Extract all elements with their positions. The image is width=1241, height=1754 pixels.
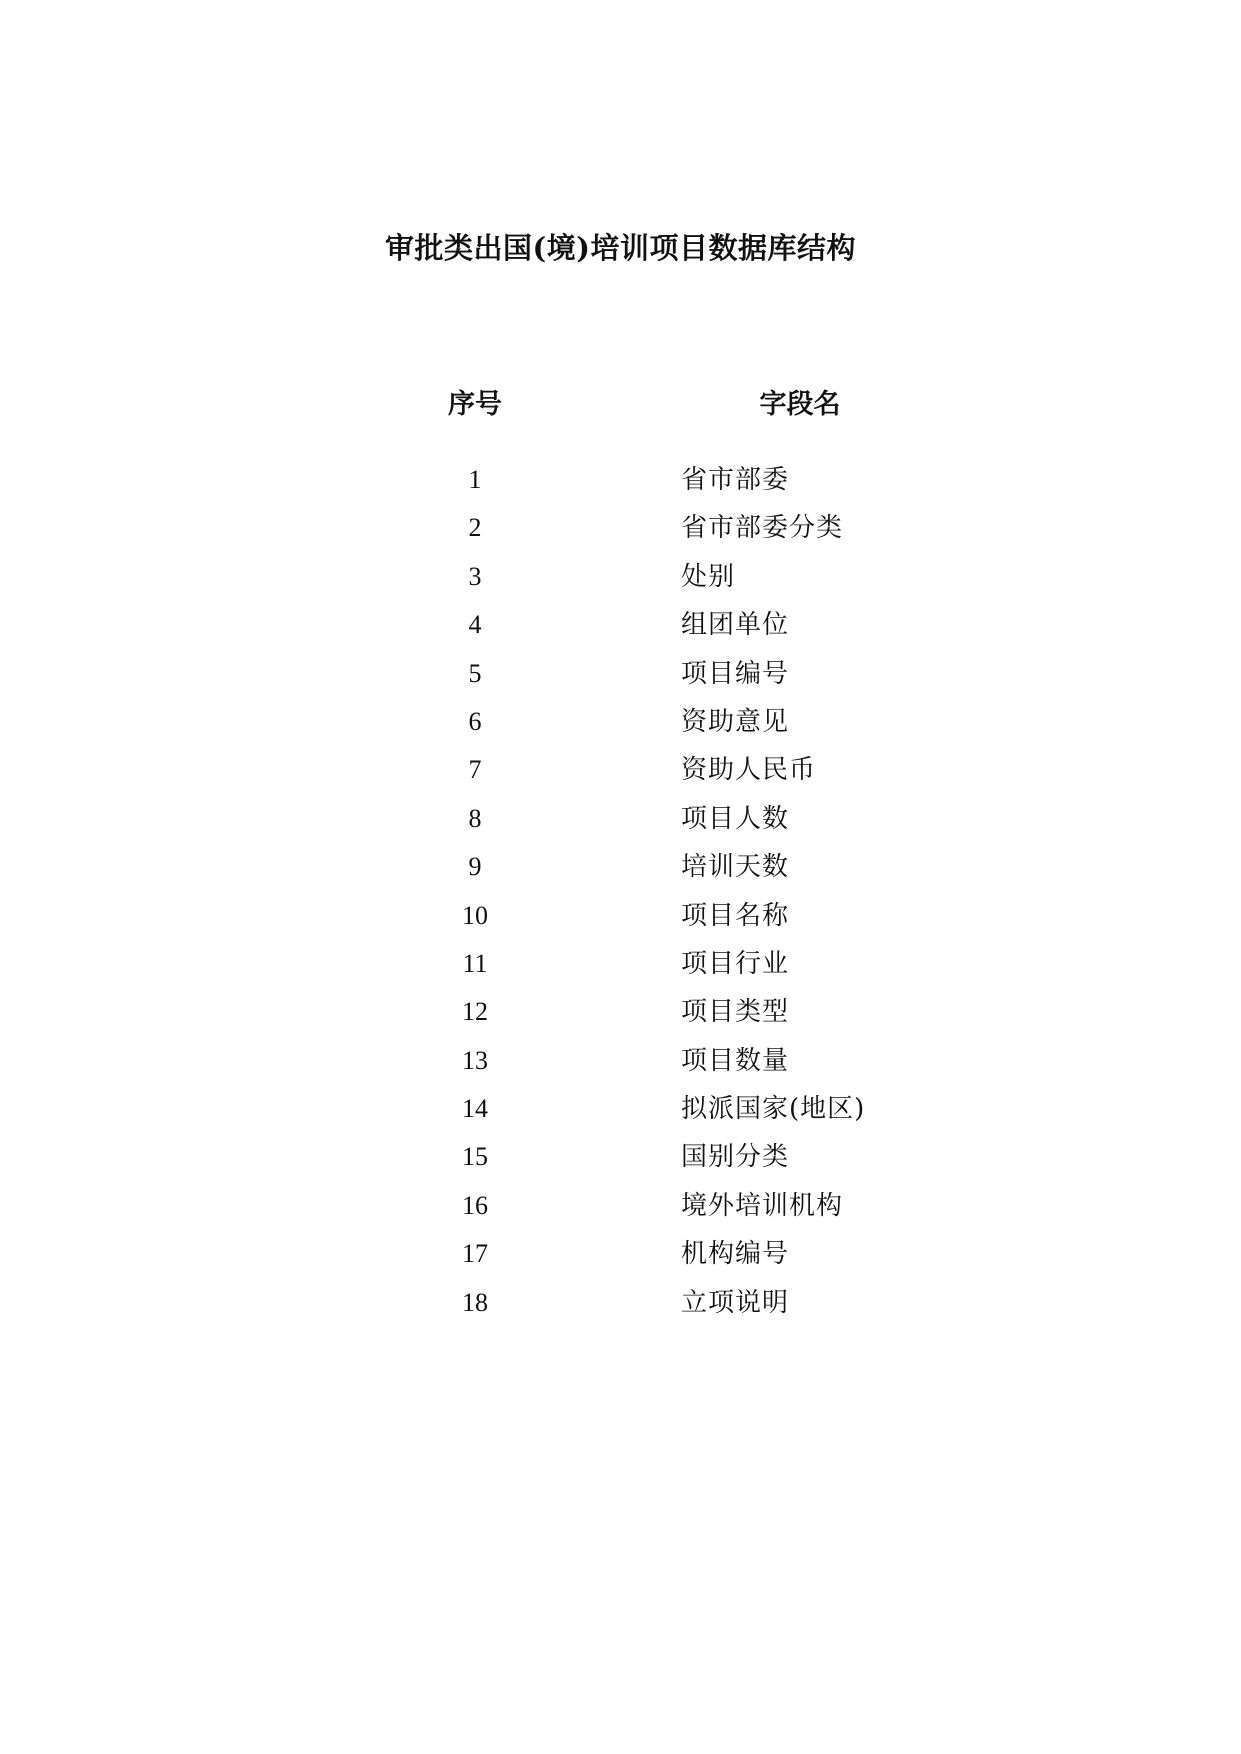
row-field-name: 项目人数 <box>681 803 790 834</box>
row-field-name: 处别 <box>681 561 736 592</box>
column-header-field-name: 字段名 <box>759 389 841 420</box>
row-index: 15 <box>462 1142 488 1172</box>
list-item <box>0 805 1241 853</box>
row-field-name: 境外培训机构 <box>681 1190 844 1221</box>
list-item <box>0 660 1241 708</box>
list-item <box>0 1289 1241 1337</box>
row-field-name: 资助人民币 <box>681 755 817 786</box>
list-item <box>0 756 1241 804</box>
row-index: 7 <box>468 755 482 785</box>
row-field-name: 机构编号 <box>681 1239 790 1270</box>
row-index: 12 <box>462 997 488 1027</box>
list-item <box>0 1240 1241 1288</box>
row-index: 10 <box>462 900 488 930</box>
column-header-index: 序号 <box>448 389 502 420</box>
row-field-name: 立项说明 <box>681 1287 790 1318</box>
list-item <box>0 998 1241 1046</box>
list-item <box>0 563 1241 611</box>
document-title: 审批类出国(境)培训项目数据库结构 <box>385 231 856 265</box>
row-index: 17 <box>462 1239 488 1269</box>
row-index: 5 <box>468 658 482 688</box>
row-index: 13 <box>462 1045 488 1075</box>
list-item <box>0 1192 1241 1240</box>
row-field-name: 组团单位 <box>681 610 790 641</box>
row-field-name: 省市部委分类 <box>681 513 844 544</box>
row-field-name: 项目编号 <box>681 658 790 689</box>
list-item <box>0 902 1241 950</box>
row-field-name: 项目行业 <box>681 948 790 979</box>
field-list <box>0 466 1241 1337</box>
row-index: 8 <box>468 803 482 833</box>
row-field-name: 项目数量 <box>681 1045 790 1076</box>
row-index: 2 <box>468 513 482 543</box>
list-item <box>0 950 1241 998</box>
row-index: 18 <box>462 1287 488 1317</box>
list-item <box>0 466 1241 514</box>
row-field-name: 培训天数 <box>681 852 790 883</box>
row-field-name: 资助意见 <box>681 706 790 737</box>
list-item <box>0 708 1241 756</box>
list-item <box>0 611 1241 659</box>
list-item <box>0 1095 1241 1143</box>
row-index: 11 <box>462 948 488 978</box>
row-index: 14 <box>462 1094 488 1124</box>
list-item <box>0 514 1241 562</box>
row-index: 9 <box>468 852 482 882</box>
row-index: 16 <box>462 1190 488 1220</box>
row-field-name: 项目名称 <box>681 900 790 931</box>
row-index: 3 <box>468 561 482 591</box>
row-field-name: 项目类型 <box>681 997 790 1028</box>
row-field-name: 省市部委 <box>681 465 790 495</box>
row-field-name: 拟派国家(地区) <box>681 1094 866 1125</box>
list-item <box>0 1143 1241 1191</box>
row-field-name: 国别分类 <box>681 1142 790 1173</box>
row-index: 6 <box>468 706 482 736</box>
row-index: 1 <box>468 465 482 494</box>
list-item <box>0 853 1241 901</box>
list-item <box>0 1047 1241 1095</box>
row-index: 4 <box>468 610 482 640</box>
